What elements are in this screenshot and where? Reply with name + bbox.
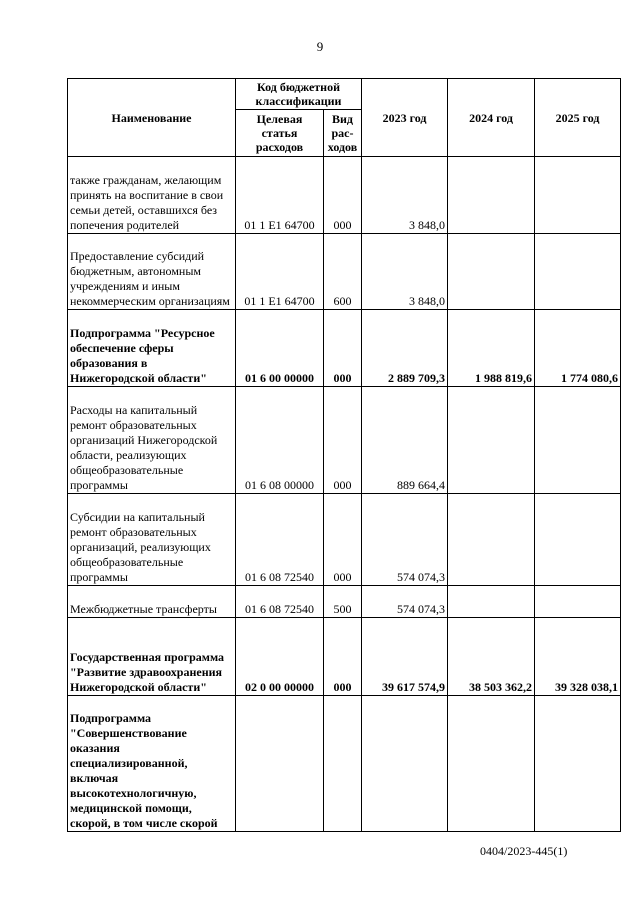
row-target-article: 02 0 00 00000 bbox=[236, 618, 324, 696]
row-name: Субсидии на капитальный ремонт образовательных организаций, реализующих общеобразовательные программы bbox=[68, 494, 236, 586]
header-year-2023: 2023 год bbox=[362, 79, 448, 157]
page-number: 9 bbox=[316, 39, 324, 54]
row-expense-type: 500 bbox=[324, 586, 362, 618]
row-value-2024 bbox=[448, 586, 535, 618]
document-code: 0404/2023-445(1) bbox=[480, 844, 568, 858]
row-target-article: 01 6 00 00000 bbox=[236, 310, 324, 387]
row-value-2025 bbox=[535, 696, 621, 832]
table-row bbox=[68, 494, 621, 586]
budget-table bbox=[67, 78, 621, 832]
row-expense-type: 000 bbox=[324, 494, 362, 586]
table-row bbox=[68, 586, 621, 618]
row-expense-type: 000 bbox=[324, 387, 362, 494]
header-name: Наименование bbox=[68, 79, 236, 157]
row-value-2024 bbox=[448, 696, 535, 832]
row-expense-type: 000 bbox=[324, 310, 362, 387]
row-value-2025 bbox=[535, 157, 621, 234]
row-value-2024 bbox=[448, 387, 535, 494]
row-value-2024: 38 503 362,2 bbox=[448, 618, 535, 696]
row-value-2024 bbox=[448, 234, 535, 310]
table-row bbox=[68, 618, 621, 696]
row-value-2024: 1 988 819,6 bbox=[448, 310, 535, 387]
row-target-article: 01 6 08 72540 bbox=[236, 494, 324, 586]
row-expense-type: 600 bbox=[324, 234, 362, 310]
row-expense-type: 000 bbox=[324, 618, 362, 696]
row-value-2023: 574 074,3 bbox=[362, 494, 448, 586]
row-name: Предоставление субсидий бюджетным, автономным учреждениям и иным некоммерческим организациям bbox=[68, 234, 236, 310]
table-row bbox=[68, 157, 621, 234]
row-value-2023: 889 664,4 bbox=[362, 387, 448, 494]
row-value-2024 bbox=[448, 494, 535, 586]
table-row bbox=[68, 387, 621, 494]
row-value-2025: 1 774 080,6 bbox=[535, 310, 621, 387]
table-row bbox=[68, 234, 621, 310]
row-target-article: 01 1 E1 64700 bbox=[236, 157, 324, 234]
row-value-2023: 3 848,0 bbox=[362, 234, 448, 310]
row-name: Подпрограмма "Совершенствование оказания специализированной, включая высокотехнологичную, медицинской помощи, скорой, в том числе скорой bbox=[68, 696, 236, 832]
header-year-2025: 2025 год bbox=[535, 79, 621, 157]
row-value-2023: 2 889 709,3 bbox=[362, 310, 448, 387]
row-value-2025 bbox=[535, 387, 621, 494]
row-value-2023: 574 074,3 bbox=[362, 586, 448, 618]
row-target-article: 01 6 08 00000 bbox=[236, 387, 324, 494]
row-value-2025 bbox=[535, 586, 621, 618]
row-value-2025: 39 328 038,1 bbox=[535, 618, 621, 696]
header-expense-type: Вид рас- ходов bbox=[324, 110, 362, 157]
header-target-article: Целевая статья расходов bbox=[236, 110, 324, 157]
row-value-2024 bbox=[448, 157, 535, 234]
row-name: Подпрограмма "Ресурсное обеспечение сферы образования в Нижегородской области" bbox=[68, 310, 236, 387]
row-value-2023 bbox=[362, 696, 448, 832]
table-row bbox=[68, 310, 621, 387]
row-expense-type bbox=[324, 696, 362, 832]
row-value-2023: 39 617 574,9 bbox=[362, 618, 448, 696]
header-year-2024: 2024 год bbox=[448, 79, 535, 157]
row-name: также гражданам, желающим принять на воспитание в свои семьи детей, оставшихся без попечения родителей bbox=[68, 157, 236, 234]
table-row bbox=[68, 696, 621, 832]
row-value-2025 bbox=[535, 494, 621, 586]
row-value-2023: 3 848,0 bbox=[362, 157, 448, 234]
row-target-article: 01 1 E1 64700 bbox=[236, 234, 324, 310]
row-value-2025 bbox=[535, 234, 621, 310]
table-header bbox=[68, 79, 621, 157]
row-name: Государственная программа "Развитие здравоохранения Нижегородской области" bbox=[68, 618, 236, 696]
row-expense-type: 000 bbox=[324, 157, 362, 234]
row-name: Расходы на капитальный ремонт образовательных организаций Нижегородской области, реализующих общеобразовательные программы bbox=[68, 387, 236, 494]
row-name: Межбюджетные трансферты bbox=[68, 586, 236, 618]
row-target-article bbox=[236, 696, 324, 832]
header-budget-code: Код бюджетной классификации bbox=[236, 79, 362, 110]
row-target-article: 01 6 08 72540 bbox=[236, 586, 324, 618]
